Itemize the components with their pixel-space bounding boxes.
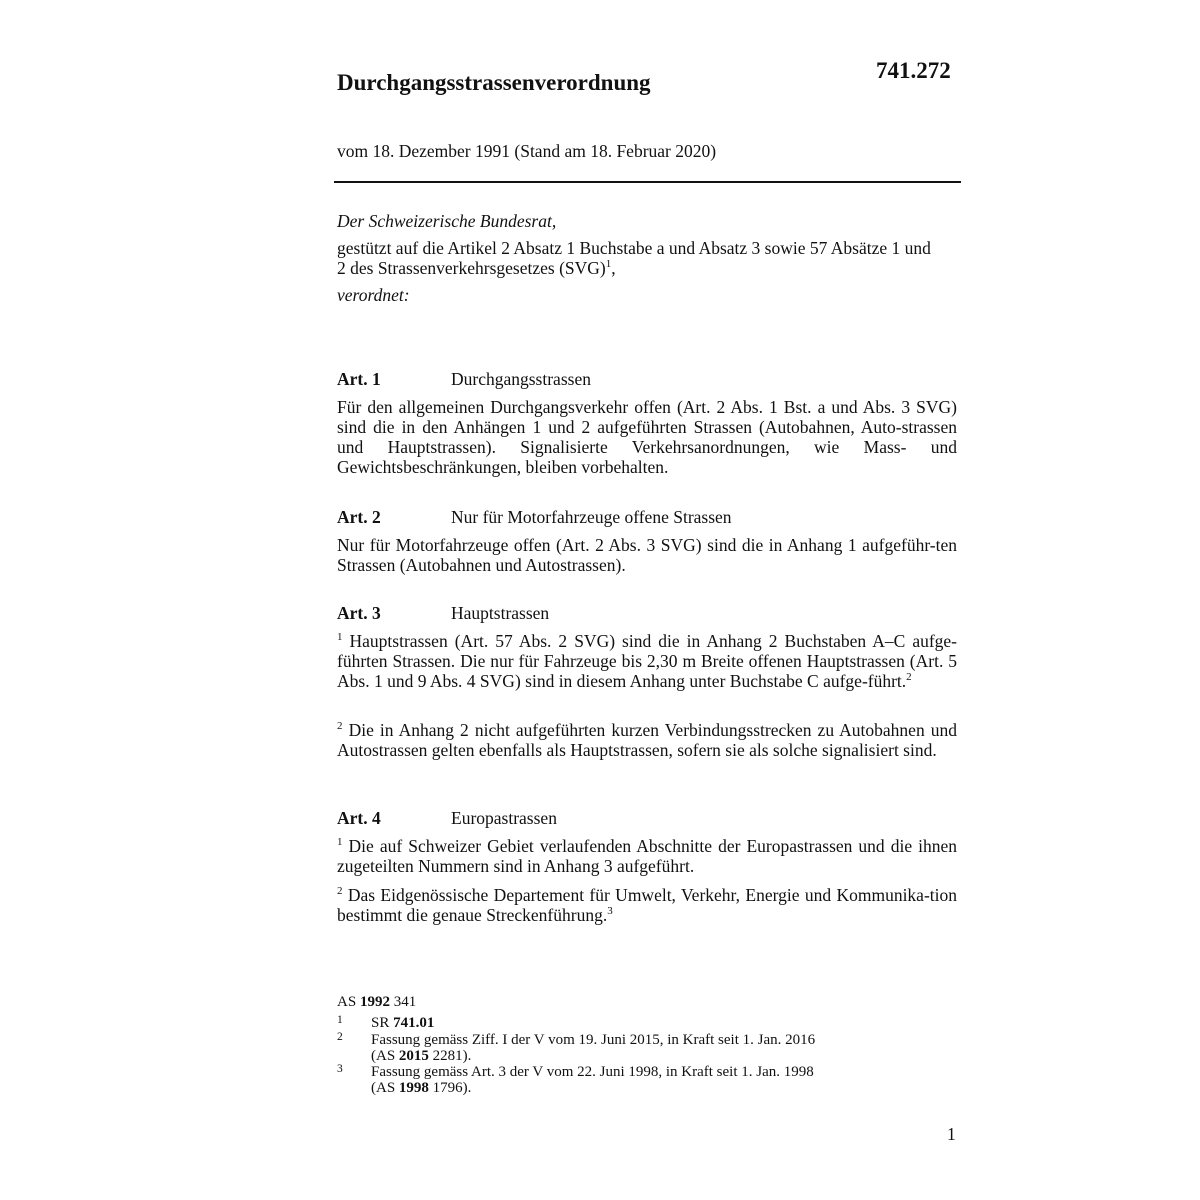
preamble-basis-end: ,	[611, 258, 616, 278]
article-number: Art. 2	[337, 507, 381, 527]
fn-text-bold: 741.01	[393, 1015, 435, 1031]
sr-number: 741.272	[876, 58, 951, 83]
document-date: vom 18. Dezember 1991 (Stand am 18. Februar 2020)	[337, 141, 717, 161]
paragraph-number: 2	[337, 885, 343, 898]
article-title: Durchgangsstrassen	[451, 369, 591, 389]
footnote-text: Fassung gemäss Ziff. I der V vom 19. Juni 2015, in Kraft seit 1. Jan. 2016	[371, 1032, 816, 1048]
paragraph-text: Nur für Motorfahrzeuge offen (Art. 2 Abs. 3 SVG) sind die in Anhang 1 aufgeführ-ten Strassen (Autobahnen und Autostrassen).	[337, 535, 957, 575]
paragraph-number: 1	[337, 836, 343, 849]
fn-text-part: (AS	[371, 1048, 399, 1064]
footnote-text: Fassung gemäss Art. 3 der V vom 22. Juni 1998, in Kraft seit 1. Jan. 1998	[371, 1064, 814, 1080]
title-divider	[334, 181, 961, 183]
article-paragraph	[337, 631, 957, 691]
footnote-ref: 3	[607, 905, 613, 918]
article-paragraph	[337, 720, 957, 760]
as-year: 1992	[359, 994, 390, 1010]
article-paragraph	[337, 836, 957, 876]
paragraph-text: Die in Anhang 2 nicht aufgeführten kurzen Verbindungsstrecken zu Autobahnen und Autostrassen gelten ebenfalls als Hauptstrassen, sofern sie als solche signalisiert sind.	[337, 720, 958, 760]
footnote-mark: 3	[337, 1063, 343, 1075]
article-paragraph	[337, 885, 957, 925]
fn-text-part: (AS	[371, 1080, 399, 1096]
document-title: Durchgangsstrassenverordnung	[337, 70, 651, 95]
fn-text-part: 2281).	[428, 1048, 472, 1064]
preamble-basis-line1: gestützt auf die Artikel 2 Absatz 1 Buchstabe a und Absatz 3 sowie 57 Absätze 1 und	[337, 238, 931, 258]
footnote-text-line2	[371, 1081, 471, 1096]
paragraph-text: Das Eidgenössische Departement für Umwelt, Verkehr, Energie und Kommunika-tion bestimmt die genaue Streckenführung.	[337, 885, 958, 925]
footnote-ref: 2	[906, 671, 912, 684]
article-title: Europastrassen	[451, 808, 557, 828]
paragraph-text: Für den allgemeinen Durchgangsverkehr offen (Art. 2 Abs. 1 Bst. a und Abs. 3 SVG) sind die in den Anhängen 1 und 2 aufgeführten Strassen (Autobahnen, Auto-strassen und Hauptstrassen). Signalisierte Verkehrsanordnungen, wie Mass- und Gewichtsbeschränkungen, bleiben vorbehalten.	[337, 397, 957, 477]
footnote-as-reference	[337, 994, 416, 1011]
article-paragraph	[337, 397, 957, 477]
footnote-ref: 1	[605, 258, 612, 271]
article-number: Art. 4	[337, 808, 381, 828]
article-paragraph	[337, 535, 957, 575]
fn-text-part: 1796).	[428, 1080, 472, 1096]
as-prefix: AS	[337, 994, 360, 1010]
paragraph-text: Hauptstrassen (Art. 57 Abs. 2 SVG) sind die in Anhang 2 Buchstaben A–C aufge-führten Strassen. Die nur für Fahrzeuge bis 2,30 m Breite offenen Hauptstrassen (Art. 5 Abs. 1 und 9 Abs. 4 SVG) sind in diesem Anhang unter Buchstabe C aufge-führt.	[337, 631, 958, 691]
article-title: Hauptstrassen	[451, 603, 550, 623]
fn-text-bold: 1998	[398, 1080, 429, 1096]
footnote-text-line2	[371, 1049, 471, 1064]
fn-text-bold: 2015	[398, 1048, 429, 1064]
footnote-mark: 2	[337, 1031, 343, 1043]
preamble-authority: Der Schweizerische Bundesrat,	[337, 211, 557, 231]
page-number: 1	[947, 1124, 956, 1144]
preamble-basis-text: 2 des Strassenverkehrsgesetzes (SVG)	[337, 258, 606, 278]
paragraph-text: Die auf Schweizer Gebiet verlaufenden Abschnitte der Europastrassen und die ihnen zugeteilten Nummern sind in Anhang 3 aufgeführt.	[337, 836, 958, 876]
article-number: Art. 3	[337, 603, 381, 623]
article-number: Art. 1	[337, 369, 381, 389]
paragraph-number: 1	[337, 631, 343, 644]
footnote-text	[371, 1016, 434, 1031]
footnote-mark: 1	[337, 1014, 343, 1026]
article-title: Nur für Motorfahrzeuge offene Strassen	[451, 507, 732, 527]
preamble-decree: verordnet:	[337, 285, 410, 305]
fn-text-part: SR	[371, 1015, 394, 1031]
paragraph-number: 2	[337, 720, 343, 733]
as-page: 341	[389, 994, 417, 1010]
preamble-basis-line2	[337, 258, 957, 278]
